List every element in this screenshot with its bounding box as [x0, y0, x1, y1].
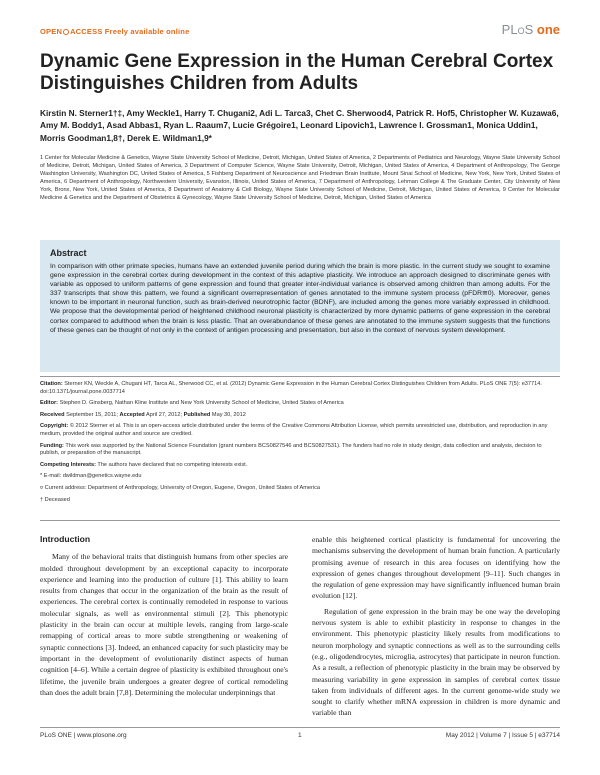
open-access-label: OPEN ACCESS Freely available online [40, 27, 190, 36]
divider [40, 376, 560, 377]
funding: Funding: This work was supported by the National Science Foundation (grant numbers BCS0827546 and BCS0827531). The funders had no role in study design, data collection and analysis, decision to publish, or preparation of the manuscript. [40, 442, 542, 457]
introduction-heading: Introduction [40, 534, 91, 544]
body-paragraph: Regulation of gene expression in the brain may be one way the developing nervous system is able to exhibit plasticity in response to changes in the environment. This phenotypic plasticity likely results from modifications to neuron morphology and synaptic connections as well as to the surrounding cells (e.g., oligodendrocytes, microglia, astrocytes) that participate in neuron function. As a result, a reflection of phenotypic plasticity in the brain may be observed by measuring variability in gene expression in samples of cerebral cortex tissue taken from individuals of different ages. In the current genome-wide study we sought to clarify whether mRNA expression in children is more dynamic and variable than [312, 606, 560, 718]
abstract-heading: Abstract [50, 248, 87, 258]
footer-issue: May 2012 | Volume 7 | Issue 5 | e37714 [445, 732, 560, 739]
abstract-text: In comparison with other primate species, humans have an extended juvenile period during which the brain is more plastic. In the current study we sought to examine gene expression in the cerebral cortex during development in the context of this adaptive plasticity. We introduce an approach designed to discriminate genes with variable as opposed to uniform patterns of gene expression and found that greater inter-individual variance is observed among children than among adults. For the 337 transcripts that show this pattern, we found a significant overrepresentation of genes annotated to the immune system process (pFDR≅0). Moreover, genes known to be important in neuronal function, such as brain-derived neurotrophic factor (BDNF), are included among the genes more variably expressed in childhood. We propose that the developmental period of heightened childhood neuronal plasticity is characterized by more dynamic patterns of gene expression in the cerebral cortex compared to adulthood when the brain is less plastic. That an overabundance of these genes are annotated to the immune system suggests that the functions of these genes can be thought of not only in the context of antigen processing and presentation, but also in the context of nervous system development. [50, 263, 550, 334]
page-number: 1 [298, 732, 302, 739]
body-right-column [312, 534, 560, 723]
footer-journal: PLoS ONE | www.plosone.org [40, 732, 127, 739]
citation: Citation: Sterner KN, Weckle A, Chugani HT, Tarca AL, Sherwood CC, et al. (2012) Dynamic Gene Expression in the Human Cerebral Cortex Distinguishes Children from Adults. PLoS ONE 7(5): e37714. doi:10.1371/journal.pone.0037714 [40, 381, 542, 395]
divider [40, 520, 560, 521]
open-lock-icon [63, 29, 69, 35]
footer-divider [40, 727, 560, 728]
article-title: Dynamic Gene Expression in the Human Cerebral Cortex Distinguishes Children from Adults [40, 51, 554, 94]
editor: Editor: Stephen D. Ginsberg, Nathan Kline Institute and New York University School of Medicine, United States of America [40, 400, 344, 407]
email[interactable]: * E-mail: dwildman@genetics.wayne.edu [40, 473, 142, 480]
current-address: ¤ Current address: Department of Anthropology, University of Oregon, Eugene, Oregon, United States of America [40, 484, 321, 491]
competing-interests: Competing Interests: The authors have declared that no competing interests exist. [40, 461, 248, 468]
dates: Received September 15, 2011; Accepted April 27, 2012; Published May 30, 2012 [40, 411, 246, 418]
abstract-box [40, 240, 560, 372]
author-list: Kirstin N. Sterner1†‡, Amy Weckle1, Harry T. Chugani2, Adi L. Tarca3, Chet C. Sherwood4, Patrick R. Hof5, Christopher W. Kuzawa6, Amy M. Boddy1, Asad Abbas1, Ryan L. Raaum7, Lucie Grégoire1, Leonard Lipovich1, Lawrence I. Grossman1, Monica Uddin1, Morris Goodman1,8†, Derek E. Wildman1,9* [40, 108, 559, 143]
body-paragraph: enable this heightened cortical plasticity is fundamental for uncovering the mechanisms subserving the development of human brain function. A particularly promising avenue of research in this area focuses on identifying how the expression of genes changes throughout development [9–11]. Such changes in the regulation of gene expression may have significantly influenced human brain evolution [12]. [312, 535, 560, 601]
deceased-note: † Deceased [40, 496, 70, 503]
body-left-column [40, 534, 288, 702]
copyright: Copyright: © 2012 Sterner et al. This is an open-access article distributed under the terms of the Creative Commons Attribution License, which permits unrestricted use, distribution, and reproduction in any medium, provided the original author and source are credited. [40, 423, 548, 437]
article-metadata [40, 381, 560, 508]
body-paragraph: Many of the behavioral traits that distinguish humans from other species are molded throughout development by an exceptional capacity to incorporate experience and learning into the production of culture [1]. This ability to learn results from changes that occur in the organization of the brain as the result of experiences. The cerebral cortex is continually remodeled in response to various molecular signals, as well as environmental stimuli [2]. This phenotypic plasticity in the brain can occur at multiple levels, ranging from large-scale remapping of cortical areas to more subtle strengthening or weakening of synaptic connections [3]. Indeed, an enhanced capacity for such plasticity may be important in the development of evolutionarily distinct aspects of human cognition [4–6]. While a certain degree of plasticity is exhibited throughout one's lifetime, the juvenile brain undergoes a greater degree of cortical remodeling than does the adult brain [7,8]. Determining the molecular underpinnings that [40, 552, 288, 697]
affiliations: 1 Center for Molecular Medicine & Genetics, Wayne State University School of Medicine, Detroit, Michigan, United States of America, 2 Departments of Pediatrics and Neurology, Wayne State University School of Medicine, Detroit, Michigan, United States of America, 3 Department of Computer Science, Wayne State University, Detroit, Michigan, United States of America, 4 Department of Anthropology, The George Washington University, Washington DC, United States of America, 5 Fishberg Department of Neuroscience and Friedman Brain Institute, Mount Sinai School of Medicine, New York, New York, United States of America, 6 Department of Anthropology, Northwestern University, Evanston, Illinois, United States of America, 7 Department of Anthropology, Lehman College & The Graduate Center, City University of New York, Bronx, New York, United States of America, 8 Department of Anatomy & Cell Biology, Wayne State University School of Medicine, Detroit, Michigan, United States of America, 9 Center for Molecular Medicine & Genetics and the Department of Obstetrics & Gynecology, Wayne State University School of Medicine, Detroit, Michigan, United States of America [40, 155, 560, 202]
journal-logo: PLoS one [501, 22, 560, 37]
